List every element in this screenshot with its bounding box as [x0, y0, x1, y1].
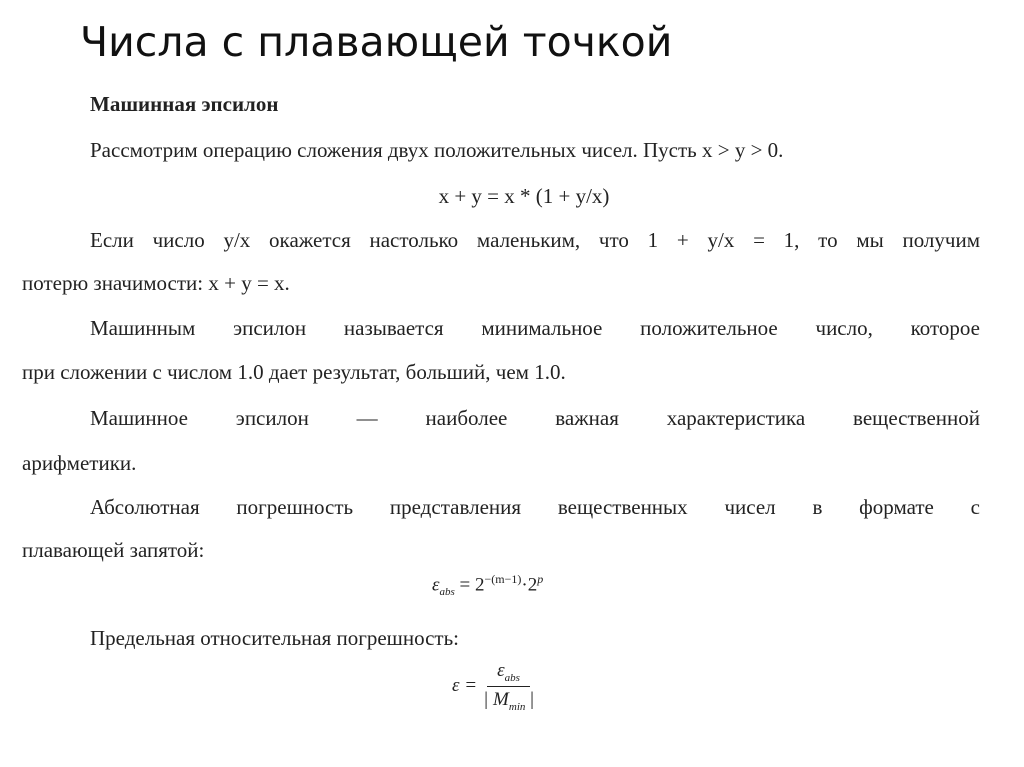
- formula-2-num: ε: [497, 660, 505, 681]
- formula-2-denominator: [483, 687, 534, 713]
- paragraph-6: Предельная относительная погрешность:: [90, 626, 459, 650]
- paragraph-5-line-1-text: Абсолютная погрешность представления вещественных чисел в формате с: [90, 495, 980, 519]
- formula-1-dot: ·2: [521, 574, 538, 596]
- paragraph-3-line-1-text: Машинным эпсилон называется минимальное положительное число, которое: [90, 316, 980, 340]
- formula-2-num-sub: abs: [504, 671, 520, 684]
- formula-1-exp1: −(m−1): [484, 572, 522, 586]
- formula-1-lhs-sub: abs: [439, 586, 455, 599]
- formula-1-lhs: ε: [432, 574, 440, 596]
- formula-2-lhs: ε =: [452, 675, 478, 697]
- paragraph-2-line-1-text: Если число y/x окажется настолько маленьким, что 1 + y/x = 1, то мы получим: [90, 228, 980, 252]
- equation-1: x + y = x * (1 + y/x): [438, 184, 610, 208]
- formula-absolute-error: [432, 572, 543, 598]
- formula-1-equals: = 2: [454, 574, 485, 596]
- slide-title: Числа с плавающей точкой: [80, 18, 673, 66]
- paragraph-5-line-1: [22, 495, 980, 520]
- formula-2-fraction: [483, 660, 534, 713]
- paragraph-2-line-1: [22, 228, 980, 253]
- formula-1-exp2: p: [537, 572, 544, 586]
- formula-2-den-sub: min: [508, 700, 526, 713]
- paragraph-3-line-1: [22, 316, 980, 341]
- formula-2-den: | M: [483, 688, 509, 710]
- paragraph-1: Рассмотрим операцию сложения двух положительных чисел. Пусть x > y > 0.: [90, 138, 784, 162]
- paragraph-5-line-2: плавающей запятой:: [22, 538, 205, 562]
- paragraph-4-line-2: арифметики.: [22, 451, 137, 475]
- paragraph-3-line-2: при сложении с числом 1.0 дает результат, больший, чем 1.0.: [22, 360, 566, 384]
- paragraph-4-line-1: [22, 406, 980, 431]
- section-heading: Машинная эпсилон: [90, 92, 279, 116]
- paragraph-2-line-2: потерю значимости: x + y = x.: [22, 271, 290, 295]
- formula-relative-error: [452, 660, 534, 713]
- paragraph-4-line-1-text: Машинное эпсилон — наиболее важная характеристика вещественной: [90, 406, 980, 430]
- formula-2-den-close: |: [525, 688, 534, 710]
- formula-2-numerator: [487, 660, 530, 687]
